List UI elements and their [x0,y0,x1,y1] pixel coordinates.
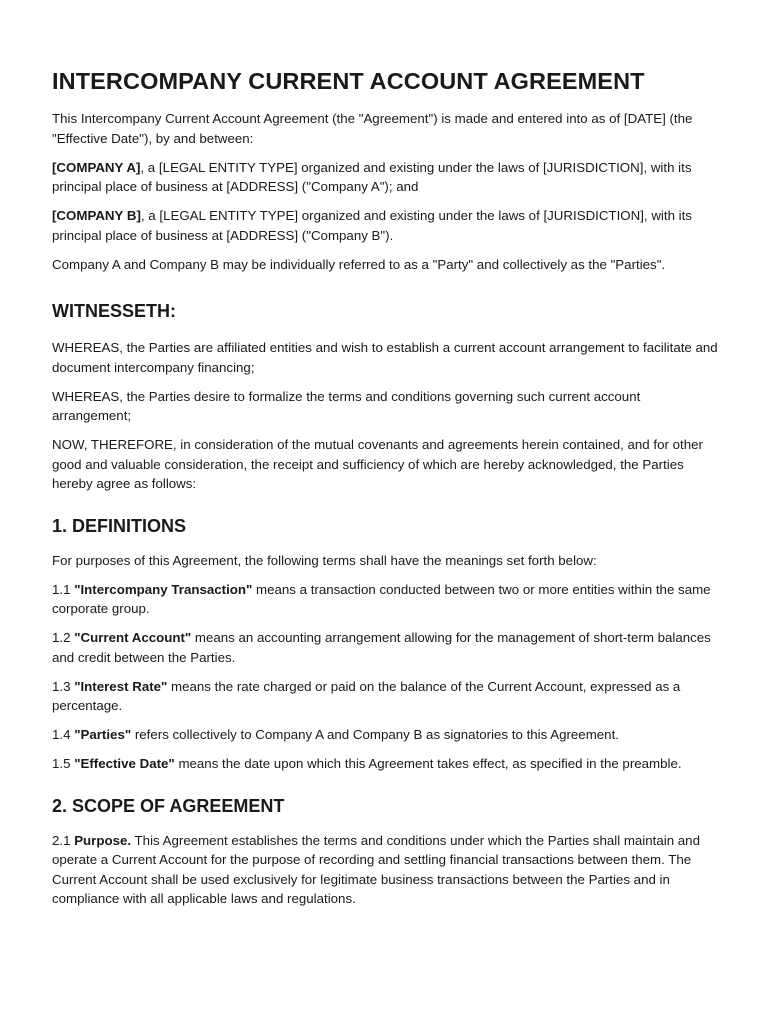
whereas-clause-1: WHEREAS, the Parties are affiliated entities and wish to establish a current account arrangement to facilitate and document intercompany financing; [52,340,718,375]
party-b-details: , a [LEGAL ENTITY TYPE] organized and existing under the laws of [JURISDICTION], with its principal place of business at [ADDRESS] ("Company B"). [52,208,692,243]
now-therefore-clause: NOW, THEREFORE, in consideration of the mutual covenants and agreements herein contained, and for other good and valuable consideration, the receipt and sufficiency of which are hereby acknowledged, the Parties hereby agree as follows: [52,437,703,491]
definition-number: 1.2 [52,630,75,645]
definition-number: 1.4 [52,727,75,742]
definition-term: "Interest Rate" [74,678,168,694]
scope-heading: 2. SCOPE OF AGREEMENT [52,795,285,816]
party-b-paragraph [52,206,718,245]
definition-number: 1.5 [52,756,75,771]
party-b-name: [COMPANY B] [52,208,141,223]
definition-number: 1.3 [52,678,75,694]
definition-item [52,677,718,716]
definition-text: means the date upon which this Agreement takes effect, as specified in the preamble. [174,756,682,771]
definition-term: "Intercompany Transaction" [74,581,253,597]
definition-term: "Parties" [74,727,132,742]
clause-text: This Agreement establishes the terms and conditions under which the Parties shall maintain and operate a Current Account for the purpose of recording and settling financial transactions between them. The Current Account shall be used exclusively for legitimate business transactions between the Parties and in compliance with all applicable laws and regulations. [52,832,700,906]
definition-number: 1.1 [52,581,75,597]
document-title: INTERCOMPANY CURRENT ACCOUNT AGREEMENT [52,68,645,94]
definition-text: means an accounting arrangement allowing for the management of short-term balances and credit between the Parties. [52,630,711,665]
clause-number: 2.1 [52,832,75,848]
definition-text: means a transaction conducted between two or more entities within the same corporate group. [52,581,711,616]
definition-item [52,725,718,745]
whereas-clause-2: WHEREAS, the Parties desire to formalize the terms and conditions governing such current account arrangement; [52,388,641,423]
definition-item [52,754,718,774]
definition-item [52,580,718,619]
definition-term: "Current Account" [74,630,192,645]
definition-term: "Effective Date" [74,756,175,771]
parties-note: Company A and Company B may be individually referred to as a "Party" and collectively as the "Parties". [52,256,666,272]
definition-text: means the rate charged or paid on the balance of the Current Account, expressed as a percentage. [52,678,681,713]
definition-item [52,628,718,667]
definitions-heading: 1. DEFINITIONS [52,515,187,536]
party-a-name: [COMPANY A] [52,159,141,175]
clause-term: Purpose. [74,832,132,848]
witnesseth-heading: WITNESSETH: [52,301,176,321]
scope-purpose-clause [52,831,718,909]
definitions-lead: For purposes of this Agreement, the following terms shall have the meanings set forth below: [52,552,597,568]
definition-text: refers collectively to Company A and Company B as signatories to this Agreement. [131,727,619,742]
party-a-paragraph [52,158,718,197]
intro-paragraph: This Intercompany Current Account Agreement (the "Agreement") is made and entered into as of [DATE] (the "Effective Date"), by and between: [52,111,693,146]
party-a-details: , a [LEGAL ENTITY TYPE] organized and existing under the laws of [JURISDICTION], with its principal place of business at [ADDRESS] ("Company A"); and [52,159,692,194]
